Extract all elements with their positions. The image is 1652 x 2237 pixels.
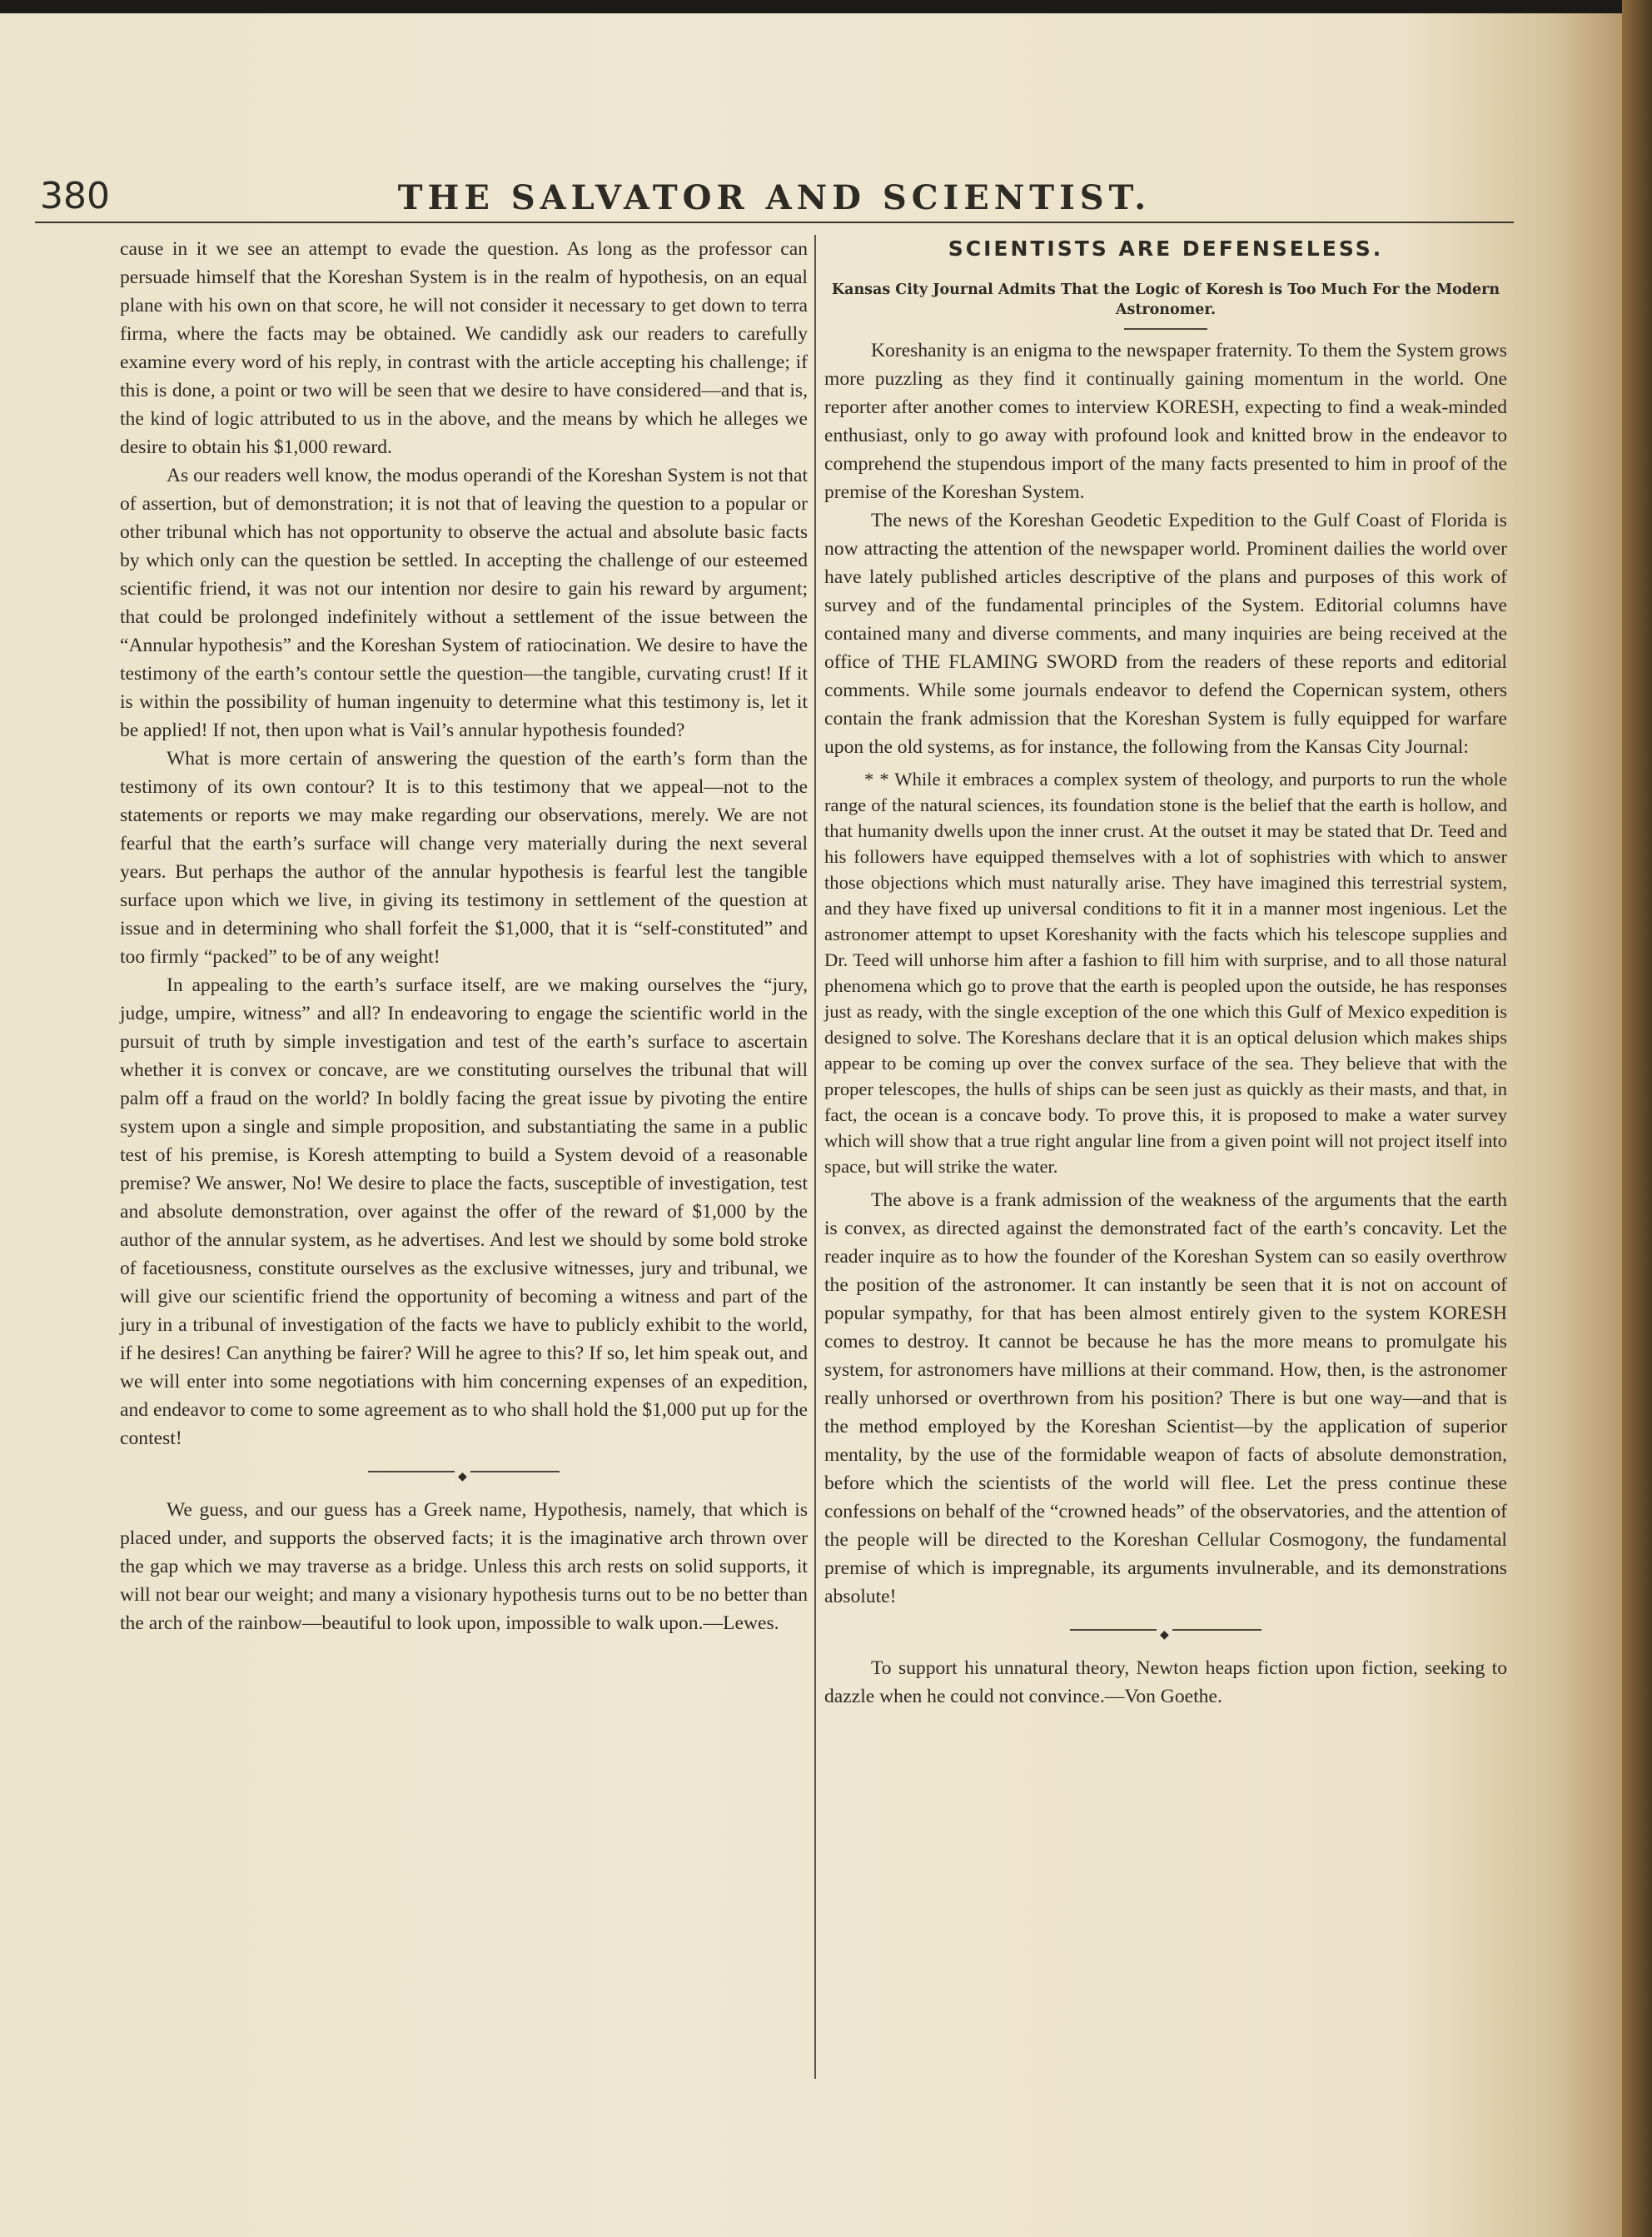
section-separator [368,1471,560,1472]
right-paragraph-4: To support his unnatural theory, Newton heaps fiction upon fiction, seeking to dazzle when he could not convince.—Von Goethe. [824,1657,1507,1707]
column-divider [814,235,816,2079]
quoted-excerpt [824,766,1507,1179]
right-column [824,235,1507,1711]
section-separator-right [1070,1629,1261,1631]
right-paragraph-2: The news of the Koreshan Geodetic Expedition to the Gulf Coast of Florida is now attracting the attention of the newspaper world. Prominent dailies the world over have lately published articles descriptive of the plans and purposes of this work of survey and of the fundamental principles of the System. Editorial columns have contained many and diverse comments, and many inquiries are being received at the office of THE FLAMING SWORD from the readers of these reports and editorial comments. While some journals endeavor to defend the Copernican system, others contain the frank admission that the Koreshan System is fully equipped for warfare upon the old systems, as for instance, the following from the Kansas City Journal: [824,510,1507,758]
top-dark-band [0,0,1652,13]
left-paragraph-4: In appealing to the earth’s surface itself, are we making ourselves the “jury, judge, umpire, witness” and all? In endeavoring to engage the scientific world in the pursuit of truth by simple investigation and test of the earth’s surface to ascertain whether it is convex or concave, are we constituting ourselves the tribunal that will palm off a fraud on the world? In boldly facing the great issue by pivoting the entire system upon a single and simple proposition, and substantiating the same in a public test of his premise, is Koresh attempting to build a System devoid of a reasonable premise? We answer, No! We desire to place the facts, susceptible of investigation, test and absolute demonstration, over against the offer of the reward of $1,000 by the author of the annular system, as he advertises. And lest we should by some bold stroke of facetiousness, constitute ourselves as the exclusive witnesses, jury and tribunal, we will give our scientific friend the opportunity of becoming a witness and part of the jury in a tribunal of investigation of the facts we have to publicly exhibit to the world, if he desires! Can anything be fairer? Will he agree to this? If so, let him speak out, and we will enter into some negotiations with him concerning expenses of an expedition, and endeavor to come to some agreement as to who shall hold the $1,000 put up for the contest! [120,974,808,1449]
left-paragraph-1: cause in it we see an attempt to evade the question. As long as the professor can persuade himself that the Koreshan System is in the realm of hypothesis, on an equal plane with his own on that score, he will not consider it necessary to get down to terra firma, where the facts may be obtained. We candidly ask our readers to carefully examine every word of his reply, in contrast with the article accepting his challenge; if this is done, a point or two will be seen that we desire to have considered—and that is, the kind of logic attributed to us in the above, and the means by which he alleges we desire to obtain his $1,000 reward. [120,238,808,458]
left-paragraph-5: We guess, and our guess has a Greek name, Hypothesis, namely, that which is placed under, and supports the observed facts; it is the imaginative arch thrown over the gap which we may traverse as a bridge. Unless this arch rests on solid supports, it will not bear our weight; and many a visionary hypothesis turns out to be no better than the arch of the rainbow—beautiful to look upon, impossible to walk upon.—Lewes. [120,1499,808,1634]
article-headline: SCIENTISTS ARE DEFENSELESS. [948,237,1384,261]
headline-rule [1124,328,1207,330]
page-number: 380 [40,175,110,217]
article-subheadline: Kansas City Journal Admits That the Logic of Koresh is Too Much For the Modern Astronomer. [831,281,1500,318]
quote-text: * * While it embraces a complex system of theology, and purports to run the whole range of the natural sciences, its foundation stone is the belief that the earth is hollow, and that humanity dwells upon the inner crust. At the outset it may be stated that Dr. Teed and his followers have equipped themselves with a lot of sophistries with which to answer those objections which must naturally arise. They have imagined this terrestrial system, and they have fixed up universal conditions to fit it in a manner most ingenious. Let the astronomer attempt to upset Koreshanity with the facts which his telescope supplies and Dr. Teed will unhorse him after a fashion to fill him with surprise, and to all those natural phenomena which go to prove that the earth is peopled upon the outside, he has responses just as ready, with the single exception of the one which this Gulf of Mexico expedition is designed to solve. The Koreshans declare that it is an optical delusion which makes ships appear to be coming up over the convex surface of the sea. They believe that with the proper telescopes, the hulls of ships can be seen just as quickly as their masts, and that, in fact, the ocean is a concave body. To prove this, it is proposed to make a water survey which will show that a true right angular line from a given point will not project itself into space, but will strike the water. [824,769,1507,1177]
running-title: THE SALVATOR AND SCIENTIST. [397,178,1152,217]
right-paragraph-3: The above is a frank admission of the weakness of the arguments that the earth is convex, as directed against the demonstrated fact of the earth’s concavity. Let the reader inquire as to how the founder of the Koreshan System can so easily overthrow the position of the astronomer. It can instantly be seen that it is not on account of popular sympathy, for that has been almost entirely given to the system KORESH comes to destroy. It cannot be because he has the more means to promulgate his system, for astronomers have millions at their command. How, then, is the astronomer really unhorsed or overthrown from his position? There is but one way—and that is the method employed by the Koreshan Scientist—by the application of superior mentality, by the use of the formidable weapon of facts of absolute demonstration, before which the scientists of the world will flee. Let the press continue these confessions on behalf of the “crowned heads” of the observatories, and the attention of the people will be directed to the Koreshan Cellular Cosmogony, the fundamental premise of which is impregnable, its arguments invulnerable, and its demonstrations absolute! [824,1189,1507,1607]
binding-edge [1622,0,1652,2237]
left-column [120,235,808,1637]
left-paragraph-2: As our readers well know, the modus operandi of the Koreshan System is not that of assertion, but of demonstration; it is not that of leaving the question to a popular or other tribunal which has not opportunity to observe the actual and absolute basic facts by which only can the question be settled. In accepting the challenge of our esteemed scientific friend, it was not our intention nor desire to gain his reward by argument; that could be prolonged indefinitely without a settlement of the issue between the “Annular hypothesis” and the Koreshan System of ratiocination. We desire to have the testimony of the earth’s contour settle the question—the tangible, curvating crust! If it is within the possibility of human ingenuity to determine what this testimony is, let it be applied! If not, then upon what is Vail’s annular hypothesis founded? [120,465,808,741]
right-paragraph-1: Koreshanity is an enigma to the newspaper fraternity. To them the System grows more puzzling as they find it continually gaining momentum in the world. One reporter after another comes to interview KORESH, expecting to find a weak-minded enthusiast, only to go away with profound look and knitted brow in the endeavor to comprehend the stupendous import of the many facts presented to him in proof of the premise of the Koreshan System. [824,340,1507,503]
page-header [35,172,1514,223]
left-paragraph-3: What is more certain of answering the question of the earth’s form than the testimony of its own contour? It is to this testimony that we appeal—not to the statements or reports we may make regarding our observations, merely. We are not fearful that the earth’s surface will change very materially during the next several years. But perhaps the author of the annular hypothesis is fearful lest the tangible surface upon which we live, in giving its testimony in settlement of the question at issue and in determining who shall forfeit the $1,000, that it is “self-constituted” and too firmly “packed” to be of any weight! [120,748,808,968]
